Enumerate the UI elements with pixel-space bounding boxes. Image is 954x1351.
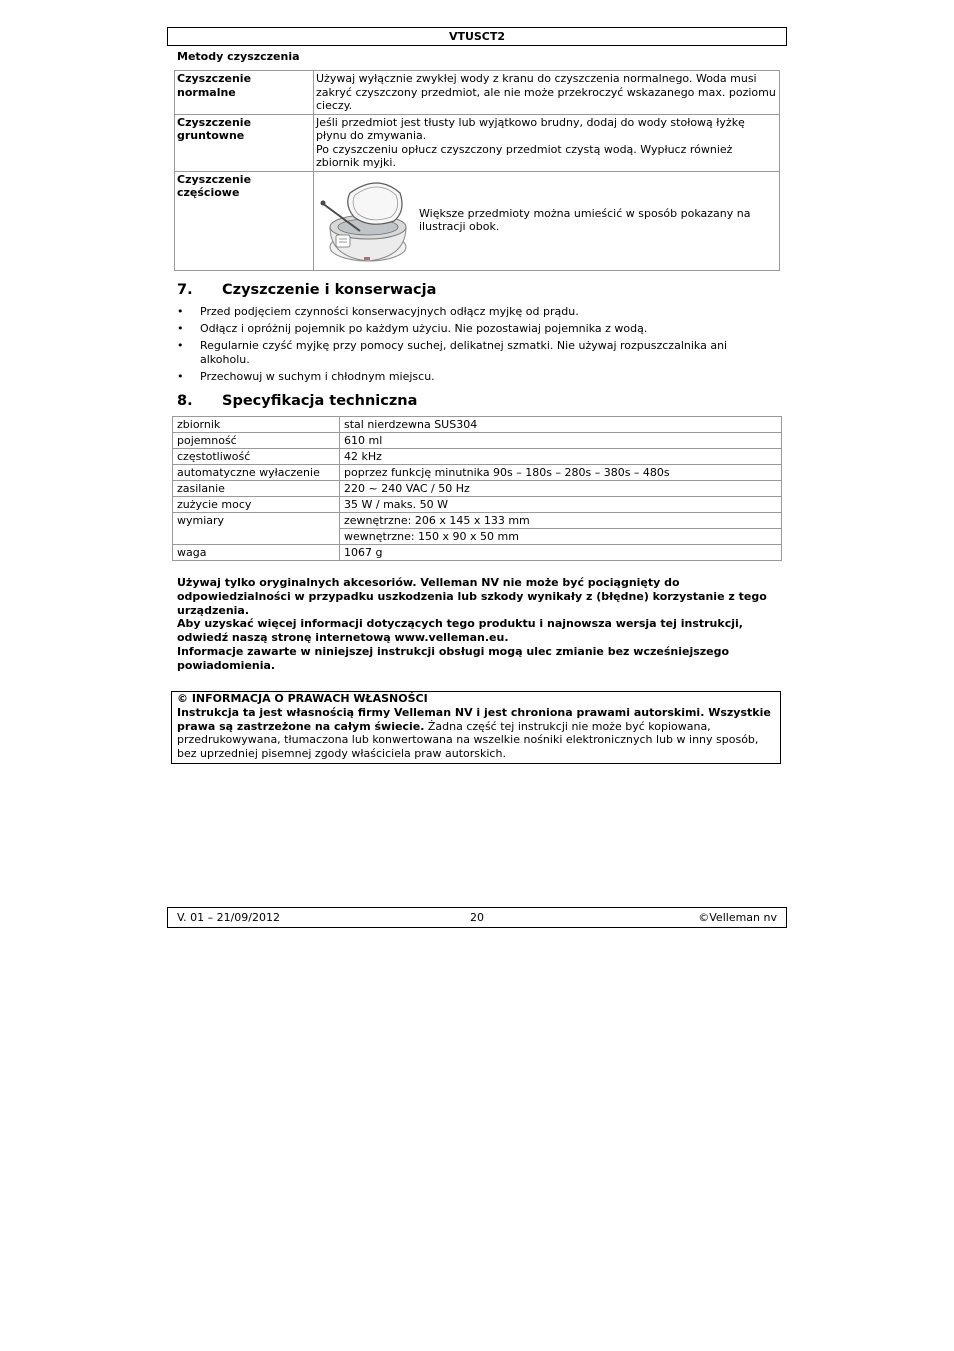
row-text: Używaj wyłącznie zwykłej wody z kranu do czyszczenia normalnego. Woda musi zakryć czyszczony przedmiot, ale nie może przekroczyć wskazanego max. poziomu cieczy. (314, 71, 780, 115)
copyright-bold: Instrukcja ta jest własnością firmy Velleman NV i jest chroniona prawami autorskimi. Wszystkie prawa są zastrzeżone na całym świecie. (177, 705, 771, 733)
footer-brand: ©Velleman nv (698, 911, 777, 924)
model-name: VTUSCT2 (448, 30, 506, 43)
table-row (173, 497, 782, 513)
table-row (173, 481, 782, 497)
table-row (173, 513, 782, 529)
list-item: • Odłącz i opróżnij pojemnik po każdym użyciu. Nie pozostawiaj pojemnika z wodą. (177, 322, 648, 335)
notes-block (177, 576, 767, 673)
page-header (167, 27, 787, 46)
spec-value: 610 ml (340, 433, 782, 449)
copyright-normal: Żadna część tej instrukcji nie może być kopiowana, przedrukowywana, tłumaczona lub konwertowana na wszelkie nośniki elektronicznych lub w inny sposób, bez uprzedniej pisemnej zgody właściciela praw autorskich. (177, 719, 759, 761)
spec-table (172, 416, 782, 561)
row-text (314, 114, 780, 171)
note-paragraph: Używaj tylko oryginalnych akcesoriów. Velleman NV nie może być pociągnięty do odpowiedzialności w przypadku uszkodzenia lub szkody wynikały z (błędne) korzystanie z tego urządzenia. (177, 576, 767, 617)
table-row (175, 71, 780, 115)
spec-value: zewnętrzne: 206 x 145 x 133 mm (340, 513, 782, 529)
spec-key: automatyczne wyłaczenie (173, 465, 340, 481)
spec-key: zbiornik (173, 417, 340, 433)
cleaning-methods-title: Metody czyszczenia (177, 50, 300, 63)
list-item: • Przechowuj w suchym i chłodnym miejscu. (177, 369, 435, 383)
maintenance-list (177, 305, 757, 387)
cleaning-methods-table (174, 70, 780, 271)
row-label: Czyszczenie częściowe (175, 171, 314, 270)
spec-key: pojemność (173, 433, 340, 449)
spec-key: wymiary (173, 513, 340, 545)
spec-value: wewnętrzne: 150 x 90 x 50 mm (340, 529, 782, 545)
section-title: Specyfikacja techniczna (222, 393, 418, 409)
list-item: • Regularnie czyść myjkę przy pomocy suchej, delikatnej szmatki. Nie używaj rozpuszczalnika ani alkoholu. (177, 339, 728, 366)
table-row (173, 449, 782, 465)
page-footer (167, 907, 787, 928)
spec-value: 1067 g (340, 545, 782, 561)
spec-key: zużycie mocy (173, 497, 340, 513)
section-number: 7. (177, 282, 193, 298)
copyright-box (171, 691, 781, 764)
ultrasonic-cleaner-illustration (320, 175, 412, 267)
row-text: Większe przedmioty można umieścić w sposób pokazany na ilustracji obok. (419, 206, 751, 233)
section-title: Czyszczenie i konserwacja (222, 282, 437, 298)
row-label: Czyszczenie gruntowne (175, 114, 314, 171)
section-8-heading (177, 393, 417, 409)
spec-key: częstotliwość (173, 449, 340, 465)
spec-value: poprzez funkcję minutnika 90s – 180s – 280s – 380s – 480s (340, 465, 782, 481)
copyright-title: © INFORMACJA O PRAWACH WŁASNOŚCI (177, 692, 428, 705)
spec-key: waga (173, 545, 340, 561)
row-text-line: Po czyszczeniu opłucz czyszczony przedmiot czystą wodą. Wypłucz również zbiornik myjki. (316, 142, 733, 169)
note-paragraph: Aby uzyskać więcej informacji dotyczących tego produktu i najnowsza wersja tej instrukcji, odwiedź naszą stronę internetową www.velleman.eu. (177, 617, 743, 645)
spec-value: stal nierdzewna SUS304 (340, 417, 782, 433)
table-row (173, 433, 782, 449)
spec-value: 220 ~ 240 VAC / 50 Hz (340, 481, 782, 497)
spec-key: zasilanie (173, 481, 340, 497)
footer-version: V. 01 – 21/09/2012 (177, 911, 280, 924)
list-item: • Przed podjęciem czynności konserwacyjnych odłącz myjkę od prądu. (177, 305, 579, 318)
row-label: Czyszczenie normalne (175, 71, 314, 115)
copyright-text (177, 706, 775, 761)
footer-page-number: 20 (470, 911, 484, 924)
note-paragraph: Informacje zawarte w niniejszej instrukcji obsługi mogą ulec zmianie bez wcześniejszego powiadomienia. (177, 644, 730, 672)
table-row (173, 417, 782, 433)
table-row (173, 545, 782, 561)
section-number: 8. (177, 393, 193, 409)
table-row (175, 171, 780, 270)
table-row (175, 114, 780, 171)
spec-value: 35 W / maks. 50 W (340, 497, 782, 513)
table-row (173, 465, 782, 481)
spec-value: 42 kHz (340, 449, 782, 465)
row-text-line: Jeśli przedmiot jest tłusty lub wyjątkowo brudny, dodaj do wody stołową łyżkę płynu do zmywania. (316, 115, 745, 142)
row-illustration-cell (314, 171, 780, 270)
section-7-heading (177, 282, 436, 298)
